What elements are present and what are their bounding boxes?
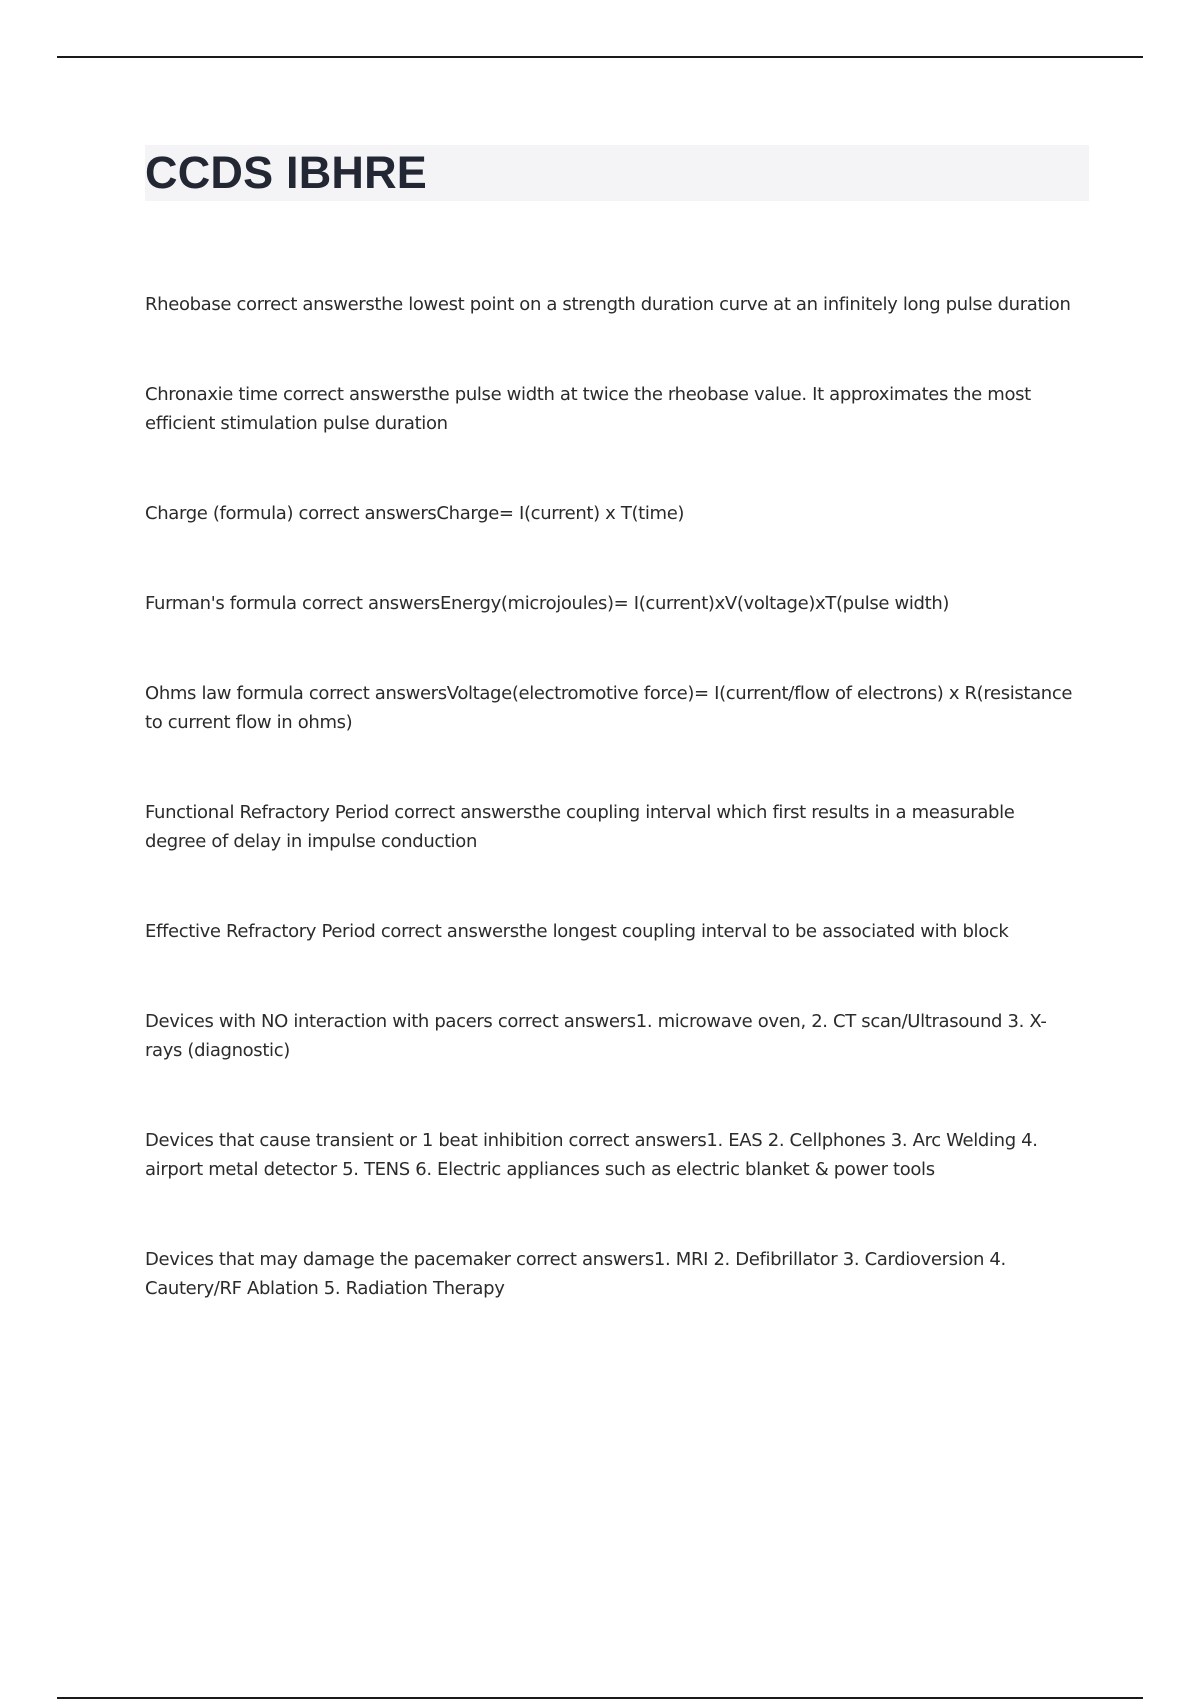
flashcard-entry-no-interaction-devices: Devices with NO interaction with pacers correct answers1. microwave oven, 2. CT scan/Ultrasound 3. X-rays (diagnostic): [145, 1011, 1047, 1061]
flashcard-entry-charge-formula: Charge (formula) correct answersCharge= I(current) x T(time): [145, 503, 685, 524]
header-rule: [57, 56, 1143, 58]
flashcard-entry-rheobase: Rheobase correct answersthe lowest point on a strength duration curve at an infinitely long pulse duration: [145, 294, 1071, 315]
flashcard-list: [145, 290, 1080, 1364]
flashcard-entry-chronaxie: Chronaxie time correct answersthe pulse width at twice the rheobase value. It approximates the most efficient stimulation pulse duration: [145, 384, 1031, 434]
flashcard-entry-furman-formula: Furman's formula correct answersEnergy(microjoules)= I(current)xV(voltage)xT(pulse width): [145, 593, 950, 614]
footer-rule: [57, 1697, 1143, 1699]
flashcard-entry-transient-inhibition-devices: Devices that cause transient or 1 beat inhibition correct answers1. EAS 2. Cellphones 3. Arc Welding 4. airport metal detector 5. TENS 6. Electric appliances such as electric blanket & power tools: [145, 1130, 1038, 1180]
flashcard-entry-functional-refractory: Functional Refractory Period correct answersthe coupling interval which first results in a measurable degree of delay in impulse conduction: [145, 802, 1015, 852]
document-title: CCDS IBHRE: [145, 147, 428, 198]
flashcard-entry-ohms-law: Ohms law formula correct answersVoltage(electromotive force)= I(current/flow of electrons) x R(resistance to current flow in ohms): [145, 683, 1073, 733]
flashcard-entry-damaging-devices: Devices that may damage the pacemaker correct answers1. MRI 2. Defibrillator 3. Cardioversion 4. Cautery/RF Ablation 5. Radiation Therapy: [145, 1249, 1006, 1299]
flashcard-entry-effective-refractory: Effective Refractory Period correct answersthe longest coupling interval to be associated with block: [145, 921, 1009, 942]
